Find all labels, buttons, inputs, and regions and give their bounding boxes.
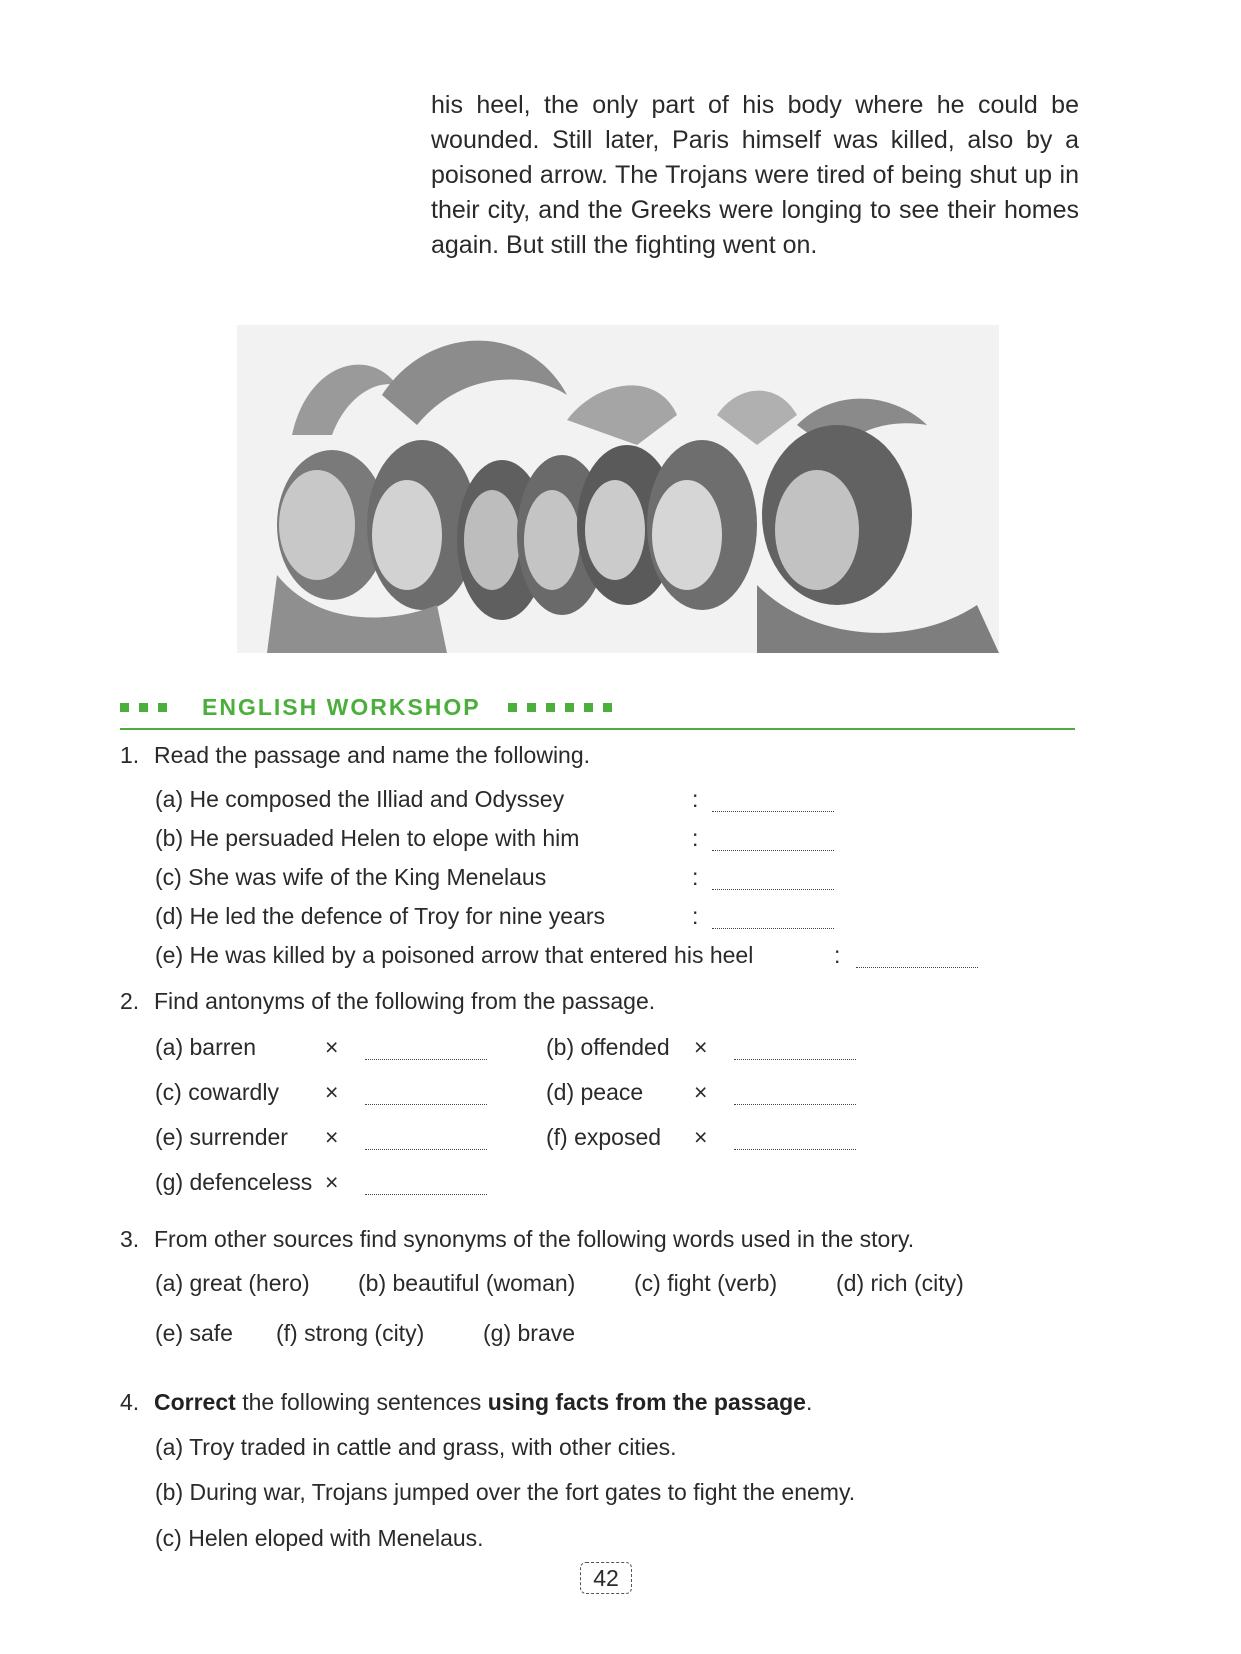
q2-cross-f: × xyxy=(694,1124,708,1150)
q2-cross-d: × xyxy=(694,1079,708,1105)
q4-bold-facts: using facts from the passage xyxy=(487,1389,806,1415)
q1-colon-b: : xyxy=(692,825,699,851)
q2-item-d: (d) peace xyxy=(546,1079,644,1105)
q1-number: 1. xyxy=(120,742,140,768)
q1-answer-blank-b[interactable] xyxy=(712,834,834,851)
q1-colon-d: : xyxy=(692,903,699,929)
q2-answer-blank-a[interactable] xyxy=(365,1043,487,1060)
q2-answer-blank-f[interactable] xyxy=(734,1133,856,1150)
q3-number: 3. xyxy=(120,1226,140,1252)
q2-cross-g: × xyxy=(325,1169,339,1195)
q3-word-b: (b) beautiful (woman) xyxy=(358,1270,576,1296)
q2-cross-c: × xyxy=(325,1079,339,1105)
q1-item-c: (c) She was wife of the King Menelaus xyxy=(155,864,547,890)
q2-number: 2. xyxy=(120,988,140,1014)
header-squares-right xyxy=(508,703,612,712)
q4-bold-correct: Correct xyxy=(154,1389,236,1415)
q2-answer-blank-d[interactable] xyxy=(734,1088,856,1105)
q4-text-mid: the following sentences xyxy=(235,1389,488,1415)
q4-sentence-c: (c) Helen eloped with Menelaus. xyxy=(155,1525,484,1551)
q1-answer-blank-e[interactable] xyxy=(856,951,978,968)
q2-answer-blank-b[interactable] xyxy=(734,1043,856,1060)
passage xyxy=(431,88,1079,263)
q2-item-e: (e) surrender xyxy=(155,1124,288,1150)
q1-answer-blank-c[interactable] xyxy=(712,873,834,890)
heroes-illustration xyxy=(237,325,999,653)
q3-word-c: (c) fight (verb) xyxy=(634,1270,778,1296)
q2-cross-e: × xyxy=(325,1124,339,1150)
q1-answer-blank-a[interactable] xyxy=(712,795,834,812)
workshop-title: ENGLISH WORKSHOP xyxy=(202,694,481,720)
q1-item-e: (e) He was killed by a poisoned arrow that entered his heel xyxy=(155,942,754,968)
q4-heading xyxy=(120,1387,812,1417)
q2-heading xyxy=(120,986,655,1016)
q2-answer-blank-g[interactable] xyxy=(365,1178,487,1195)
q2-text: Find antonyms of the following from the passage. xyxy=(154,988,656,1014)
q1-colon-a: : xyxy=(692,786,699,812)
q4-sentence-b: (b) During war, Trojans jumped over the fort gates to fight the enemy. xyxy=(155,1479,856,1505)
q2-answer-blank-c[interactable] xyxy=(365,1088,487,1105)
passage-text: his heel, the only part of his body where he could be wounded. Still later, Paris himself was killed, also by a poisoned arrow. The Trojans were tired of being shut up in their city, and the Greeks were longing to see their homes again. But still the fighting went on. xyxy=(431,91,1079,259)
q2-item-b: (b) offended xyxy=(546,1034,670,1060)
q2-cross-b: × xyxy=(694,1034,708,1060)
q1-text: Read the passage and name the following. xyxy=(154,742,591,768)
workshop-rule xyxy=(120,728,1075,730)
q3-heading xyxy=(120,1224,914,1254)
header-squares-left xyxy=(120,703,167,712)
q2-item-g: (g) defenceless xyxy=(155,1169,313,1195)
q3-word-a: (a) great (hero) xyxy=(155,1270,310,1296)
page-number: 42 xyxy=(580,1562,632,1594)
q2-item-f: (f) exposed xyxy=(546,1124,662,1150)
q2-cross-a: × xyxy=(325,1034,339,1060)
q2-item-a: (a) barren xyxy=(155,1034,256,1060)
q1-colon-e: : xyxy=(834,942,841,968)
q1-item-b: (b) He persuaded Helen to elope with him xyxy=(155,825,580,851)
q4-number: 4. xyxy=(120,1389,140,1415)
q3-text: From other sources find synonyms of the following words used in the story. xyxy=(154,1226,915,1252)
workshop-header xyxy=(120,692,1075,732)
q4-text-end: . xyxy=(805,1389,813,1415)
q1-heading xyxy=(120,740,590,770)
q4-sentence-a: (a) Troy traded in cattle and grass, with other cities. xyxy=(155,1434,677,1460)
q2-item-c: (c) cowardly xyxy=(155,1079,279,1105)
q1-item-a: (a) He composed the Illiad and Odyssey xyxy=(155,786,565,812)
q1-answer-blank-d[interactable] xyxy=(712,912,834,929)
q3-word-d: (d) rich (city) xyxy=(836,1270,964,1296)
q3-word-g: (g) brave xyxy=(483,1320,576,1346)
q1-item-d: (d) He led the defence of Troy for nine years xyxy=(155,903,606,929)
q2-answer-blank-e[interactable] xyxy=(365,1133,487,1150)
q3-word-f: (f) strong (city) xyxy=(276,1320,425,1346)
q3-word-e: (e) safe xyxy=(155,1320,233,1346)
q1-colon-c: : xyxy=(692,864,699,890)
